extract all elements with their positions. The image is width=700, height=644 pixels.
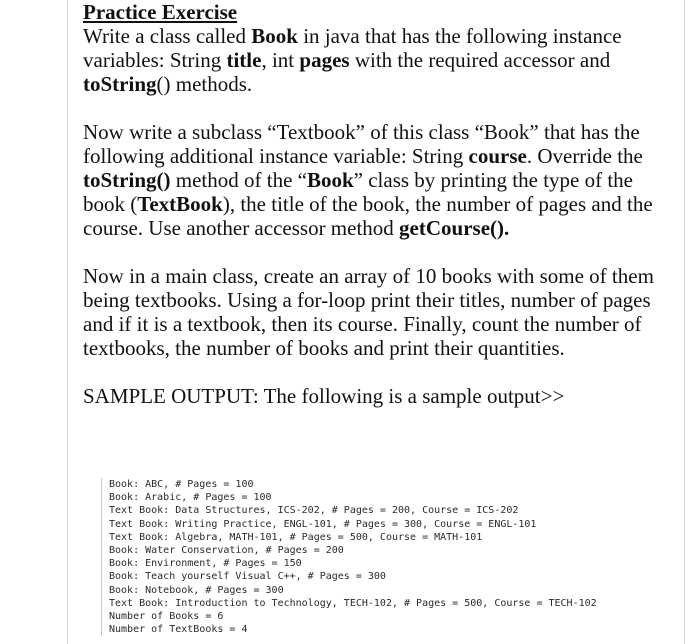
- text: Write a class called: [83, 24, 252, 48]
- sample-output-line: Text Book: Data Structures, ICS-202, # Pages = 200, Course = ICS-202: [109, 505, 519, 517]
- text: in java that has the following instance variables: String: [83, 24, 622, 72]
- bold-term: pages: [299, 48, 350, 72]
- text: ), the title of the book, the number of pages and the course. Use another accessor method: [83, 192, 653, 240]
- page-left-border: [67, 0, 68, 644]
- page-title: Practice Exercise: [83, 0, 238, 24]
- bold-term: getCourse().: [399, 216, 510, 240]
- sample-output-line: Book: Teach yourself Visual C++, # Pages = 300: [109, 571, 386, 583]
- text: Now write a subclass “Textbook” of this class “Book” that has the following additional instance variable: String: [83, 120, 640, 168]
- text: . Override the: [526, 144, 643, 168]
- text: method of the “: [170, 168, 307, 192]
- sample-output-line: Number of TextBooks = 4: [109, 624, 248, 636]
- bold-term: title: [226, 48, 262, 72]
- document-body: [83, 0, 673, 408]
- bold-term: toString(): [83, 168, 171, 192]
- text: , int: [261, 48, 300, 72]
- paragraph-main-class: Now in a main class, create an array of 10 books with some of them being textbooks. Using a for-loop print their titles, number of pages and if it is a textbook, then its course. Finally, count the number of textbooks, the number of books and print their quantities.: [83, 264, 654, 360]
- paragraph-textbook-subclass: [83, 120, 673, 240]
- text: () methods.: [156, 72, 253, 96]
- sample-output-line: Text Book: Writing Practice, ENGL-101, # Pages = 300, Course = ENGL-101: [109, 518, 537, 530]
- page-right-border: [684, 0, 685, 644]
- sample-output-line: Number of Books = 6: [109, 611, 224, 623]
- sample-output-block: [101, 478, 669, 636]
- sample-output-line: Book: Arabic, # Pages = 100: [109, 492, 272, 504]
- bold-term: Book: [251, 24, 298, 48]
- bold-term: TextBook: [137, 192, 223, 216]
- sample-output-line: Book: Water Conservation, # Pages = 200: [109, 545, 344, 557]
- paragraph-book-class: [83, 24, 673, 96]
- paragraph-sample-output-heading: SAMPLE OUTPUT: The following is a sample output>>: [83, 384, 565, 408]
- bold-term: Book: [306, 168, 354, 192]
- sample-output-line: Book: Notebook, # Pages = 300: [109, 584, 284, 596]
- bold-term: toString: [83, 72, 157, 96]
- text: ” class by printing the type of the book (: [83, 168, 634, 216]
- sample-output-line: Text Book: Algebra, MATH-101, # Pages = 500, Course = MATH-101: [109, 531, 483, 543]
- sample-output-line: Book: ABC, # Pages = 100: [109, 479, 254, 490]
- sample-output-line: Book: Environment, # Pages = 150: [109, 558, 302, 570]
- sample-output-line: Text Book: Introduction to Technology, TECH-102, # Pages = 500, Course = TECH-102: [109, 597, 597, 609]
- bold-term: course: [468, 144, 527, 168]
- text: with the required accessor and: [349, 48, 611, 72]
